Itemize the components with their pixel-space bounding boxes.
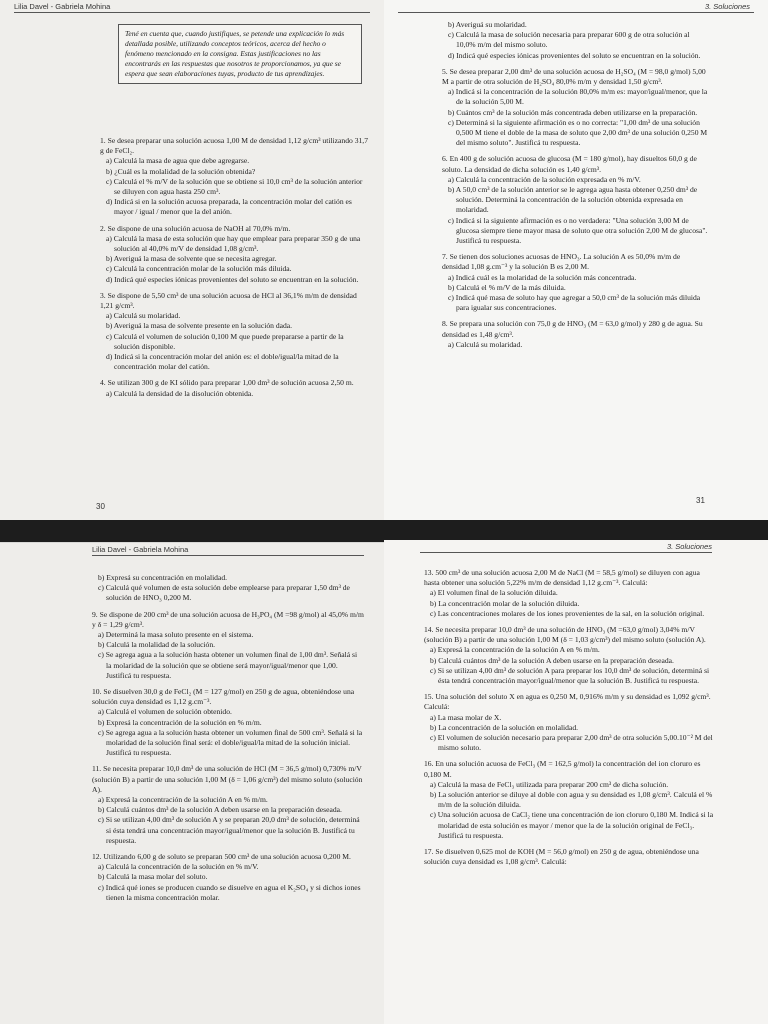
exercise-item: c) Si se utilizan 4,00 dm³ de solución A y se preparan 20,0 dm³ de solución, determiná si ésta tendrá una concentración mayor/igual/menor que la solución B. Justificá tu respuesta.	[98, 815, 360, 845]
exercise	[424, 759, 714, 841]
exercise	[442, 319, 708, 350]
exercise-column	[424, 568, 714, 873]
exercise-item: a) Determiná la masa soluto presente en el sistema.	[98, 630, 254, 640]
exercise-item: a) Calculá la masa de agua que debe agregarse.	[106, 156, 250, 166]
exercise-item: c) Indicá qué masa de soluto hay que agregar a 50,0 cm³ de la solución más diluida para igualar sus concentraciones.	[448, 293, 701, 313]
exercise-stem: 7. Se tienen dos soluciones acuosas de HNO₃. La solución A es 50,0% m/m de densidad 1,08 g.cm⁻³ y la solución B es 2,00 M.	[442, 252, 681, 272]
exercise-item: b) Calculá la molalidad de la solución.	[98, 640, 216, 650]
exercise-item: b) La concentración de la solución en molalidad.	[430, 722, 579, 732]
exercise-item: b) Calculá la masa molar del soluto.	[98, 872, 208, 882]
exercise-continuation	[92, 573, 364, 604]
exercise-item: b) Expresá la concentración de la solución en % m/m.	[98, 717, 262, 727]
exercise	[424, 692, 714, 753]
exercise-item: a) Expresá la concentración de la solución A en % m/m.	[430, 645, 600, 655]
exercise-stem: 14. Se necesita preparar 10,0 dm³ de una solución de HNO₃ (M =63,0 g/mol) 3,04% m/V (solución B) a partir de una solución 1,00 M (δ = 1,03 g/cm³) del mismo soluto (solución A).	[424, 625, 706, 645]
running-head: 3. Soluciones	[666, 542, 712, 551]
exercise-stem: 15. Una solución del soluto X en agua es 0,250 M, 0,916% m/m y su densidad es 1,092 g/cm³. Calculá:	[424, 692, 711, 712]
page-number: 31	[696, 496, 705, 505]
exercise-stem: 11. Se necesita preparar 10,0 dm³ de una solución de HCl (M = 36,5 g/mol) 0,730% m/V (solución B) a partir de una solución 1,00 M (δ = 1,06 g/cm³) del mismo soluto (solución A).	[92, 764, 363, 794]
exercise	[92, 764, 364, 846]
exercise-item: b) Averiguá la masa de solvente presente en la solución dada.	[106, 321, 293, 331]
exercise-stem: 4. Se utilizan 300 g de KI sólido para preparar 1,00 dm³ de solución acuosa 2,50 m.	[100, 378, 354, 388]
exercise-column	[100, 136, 368, 405]
running-head: 3. Soluciones	[704, 2, 750, 11]
exercise-stem: 13. 500 cm³ de una solución acuosa 2,00 M de NaCl (M = 58,5 g/mol) se diluyen con agua hasta obtener una solución 5,22% m/m de densidad 1,12 g.cm⁻³. Calculá:	[424, 568, 700, 588]
exercise-stem: 8. Se prepara una solución con 75,0 g de HNO₃ (M = 63,0 g/mol) y 280 g de agua. Su densidad es 1,48 g/cm³.	[442, 319, 703, 339]
exercise-item: b) Calculá el % m/V de la más diluida.	[448, 282, 566, 292]
exercise-item: d) Indicá qué especies iónicas provenientes del soluto se encuentran en la solución.	[106, 274, 359, 284]
exercise-item: a) Calculá el volumen de solución obtenido.	[98, 707, 232, 717]
page-33	[384, 540, 768, 1024]
exercise-item: b) La solución anterior se diluye al doble con agua y su densidad es 1,08 g/cm³. Calculá el % m/m de la solución diluida.	[430, 790, 713, 810]
exercise-stem: 1. Se desea preparar una solución acuosa 1,00 M de densidad 1,12 g/cm³ utilizando 31,7 g de FeCl₂.	[100, 136, 368, 156]
exercise-item: c) Si se utilizan 4,00 dm³ de solución A para preparar los 10,0 dm³ de solución, determiná si ésta tendrá concentración mayor/igual/menor que la solución B. Justificá tu respuesta.	[430, 665, 710, 686]
exercise-item: b) Calculá cuántos dm³ de la solución A deben usarse en la preparación deseada.	[430, 655, 674, 665]
exercise-stem: 10. Se disuelven 30,0 g de FeCl₂ (M = 127 g/mol) en 250 g de agua, obteniéndose una solución cuya densidad es 1,12 g.cm⁻³.	[92, 687, 355, 707]
exercise-stem: 16. En una solución acuosa de FeCl₃ (M = 162,5 g/mol) la concentración del ion cloruro es 0,180 M.	[424, 759, 701, 779]
exercise	[424, 847, 714, 867]
exercise	[100, 136, 368, 218]
exercise-item: b) Expresá su concentración en molalidad.	[98, 573, 228, 582]
exercise	[100, 378, 368, 398]
exercise-column	[442, 20, 708, 356]
header-rule	[92, 555, 364, 556]
page-30	[0, 0, 384, 520]
exercise-item: b) Cuántos cm³ de la solución más concentrada deben utilizarse en la preparación.	[448, 107, 698, 117]
exercise-item: c) Una solución acuosa de CaCl₂ tiene una concentración de ion cloruro 0,180 M. Indicá si la molaridad de esta solución es mayor / menor que la de la solución original de FeCl₃. Justificá tu respuesta.	[430, 810, 714, 840]
exercise-item: c) Las concentraciones molares de los iones provenientes de la sal, en la solución original.	[430, 608, 705, 618]
exercise-stem: 6. En 400 g de solución acuosa de glucosa (M = 180 g/mol), hay disueltos 60,0 g de soluto. La densidad de dicha solución es 1,40 g/cm³.	[442, 154, 697, 174]
exercise-item: c) Calculá la masa de solución necesaria para preparar 600 g de otra solución al 10,0% m/m del mismo soluto.	[448, 30, 690, 50]
exercise-stem: 17. Se disuelven 0,625 mol de KOH (M = 56,0 g/mol) en 250 g de agua, obteniéndose una solución cuya densidad es 1,08 g/cm³. Calculá:	[424, 847, 699, 867]
exercise-stem: 2. Se dispone de una solución acuosa de NaOH al 70,0% m/m.	[100, 223, 291, 233]
exercise-item: b) A 50,0 cm³ de la solución anterior se le agrega agua hasta obtener 0,250 dm³ de solución. Determiná la concentración de la solución obtenida expresada en molaridad.	[448, 185, 698, 215]
exercise-column	[92, 573, 364, 909]
exercise	[92, 610, 364, 681]
exercise-stem: 5. Se desea preparar 2,00 dm³ de una solución acuosa de H₂SO₄ (M = 98,0 g/mol) 5,00 M a partir de otra solución de H₂SO₄ 80,0% m/m y densidad 1,50 g/cm³.	[442, 66, 706, 87]
exercise-item: a) Indicá si la concentración de la solución 80,0% m/m es: mayor/igual/menor, que la de la solución 5,00 M.	[448, 87, 708, 107]
exercise-item: b) Calculá cuántos dm³ de la solución A deben usarse en la preparación deseada.	[98, 805, 342, 815]
exercise	[442, 252, 708, 313]
exercise-item: c) Determiná si la siguiente afirmación es o no correcta: "1,00 dm³ de una solución 0,500 M tiene el doble de la masa de soluto que 2,00 dm³ de una solución 0,250 M del mismo soluto". Justificá tu respuesta.	[448, 117, 708, 148]
exercise-item: a) Calculá la concentración de la solución expresada en % m/V.	[448, 174, 641, 184]
exercise-item: b) Averiguá su molaridad.	[448, 20, 527, 29]
exercise	[100, 291, 368, 373]
exercise-item: c) Indicá si la siguiente afirmación es o no verdadera: "Una solución 3,00 M de glucosa siempre tiene mayor masa de soluto que otra solución 2,00 M de glucosa". Justificá tu respuesta.	[448, 215, 708, 246]
exercise-item: c) Calculá el volumen de solución 0,100 M que puede prepararse a partir de la solución disponible.	[106, 331, 344, 351]
exercise	[92, 852, 364, 903]
exercise-item: b) La concentración molar de la solución diluida.	[430, 598, 580, 608]
exercise-item: a) Calculá la densidad de la disolución obtenida.	[106, 388, 254, 398]
exercise	[442, 154, 708, 246]
exercise	[442, 67, 708, 149]
exercise-item: a) Calculá la masa de FeCl₃ utilizada para preparar 200 cm³ de dicha solución.	[430, 779, 669, 789]
exercise-item: a) Indicá cuál es la molaridad de la solución más concentrada.	[448, 272, 637, 282]
header-rule	[398, 12, 754, 13]
exercise	[100, 224, 368, 285]
tip-box: Tené en cuenta que, cuando justifiques, se petende una explicación lo más detallada posible, utilizando conceptos teóricos, acerca del hecho o fenómeno mencionado en la consigna. Estas justificaciones no las encontrarás en las respuestas que nosotros te proporcionamos, ya que se espera que sean elaboraciones tuyas, producto de tus aprendizajes.	[118, 24, 362, 84]
page-gap	[384, 528, 768, 540]
exercise-item: c) Se agrega agua a la solución hasta obtener un volumen final de 1,00 dm³. Señalá si la molaridad de la solución que se obtiene será mayor/igual/menor que 1,00. Justificá tu respuesta.	[98, 650, 358, 680]
exercise-item: c) Calculá el % m/V de la solución que se obtiene si 10,0 cm³ de la solución anterior se diluyen con agua hasta 250 cm³.	[106, 176, 363, 197]
exercise-item: a) Expresá la concentración de la solución A en % m/m.	[98, 795, 268, 805]
page-number: 30	[96, 502, 105, 511]
exercise-item: c) Calculá qué volumen de esta solución debe emplearse para preparar 1,50 dm³ de solución de HNO₃ 0,200 M.	[98, 583, 350, 603]
exercise-item: a) Calculá la masa de esta solución que hay que emplear para preparar 350 g de una solución al 40,0% m/V de densidad 1,08 g/cm³.	[106, 233, 361, 254]
exercise-stem: 3. Se dispone de 5,50 cm³ de una solución acuosa de HCl al 36,1% m/m de densidad 1,21 g/cm³.	[100, 290, 357, 311]
exercise-item: b) ¿Cuál es la molalidad de la solución obtenida?	[106, 166, 256, 176]
exercise-item: a) La masa molar de X.	[430, 712, 502, 722]
exercise-item: c) Se agrega agua a la solución hasta obtener un volumen final de 500 cm³. Señalá si la molaridad de la solución final será: el doble/igual/la mitad de la solución inicial. Justificá tu respuesta.	[98, 727, 363, 758]
exercise	[424, 625, 714, 686]
exercise-item: c) El volumen de solución necesario para preparar 2,00 dm³ de otra solución 5,00.10⁻² M del mismo soluto.	[430, 733, 713, 753]
exercise-item: d) Indicá qué especies iónicas provenientes del soluto se encuentran en la solución.	[448, 50, 701, 60]
exercise	[92, 687, 364, 758]
running-head: Lilia Davel - Gabriela Mohina	[92, 545, 189, 554]
exercise-item: c) Calculá la concentración molar de la solución más diluida.	[106, 264, 292, 274]
exercise-continuation	[442, 20, 708, 61]
header-rule	[420, 552, 712, 553]
page-31	[384, 0, 768, 530]
exercise-item: a) Calculá su molaridad.	[448, 339, 523, 349]
page-32	[0, 543, 384, 1024]
exercise-item: d) Indicá si en la solución acuosa preparada, la concentración molar del catión es mayor / igual / menor que la del anión.	[106, 197, 352, 217]
exercise-item: a) Calculá la concentración de la solución en % m/V.	[98, 862, 259, 872]
exercise-item: b) Averiguá la masa de solvente que se necesita agregar.	[106, 254, 277, 264]
exercise-item: a) El volumen final de la solución diluida.	[430, 588, 558, 598]
exercise-stem: 12. Utilizando 6,00 g de soluto se preparan 500 cm³ de una solución acuosa 0,200 M.	[92, 852, 351, 862]
exercise-item: d) Indicá si la concentración molar del anión es: el doble/igual/la mitad de la concentración molar del catión.	[106, 352, 339, 372]
exercise-item: a) Calculá su molaridad.	[106, 311, 181, 321]
exercise-stem: 9. Se dispone de 200 cm³ de una solución acuosa de H₃PO₄ (M =98 g/mol) al 45,0% m/m y δ = 1,29 g/cm³.	[92, 609, 364, 629]
running-head: Lilia Davel - Gabriela Mohina	[14, 2, 111, 11]
header-rule	[14, 12, 370, 13]
exercise	[424, 568, 714, 619]
exercise-item: c) Indicá qué iones se producen cuando se disuelve en agua el K₂SO₄ y si dichos iones tienen la misma concentración molar.	[98, 882, 361, 902]
